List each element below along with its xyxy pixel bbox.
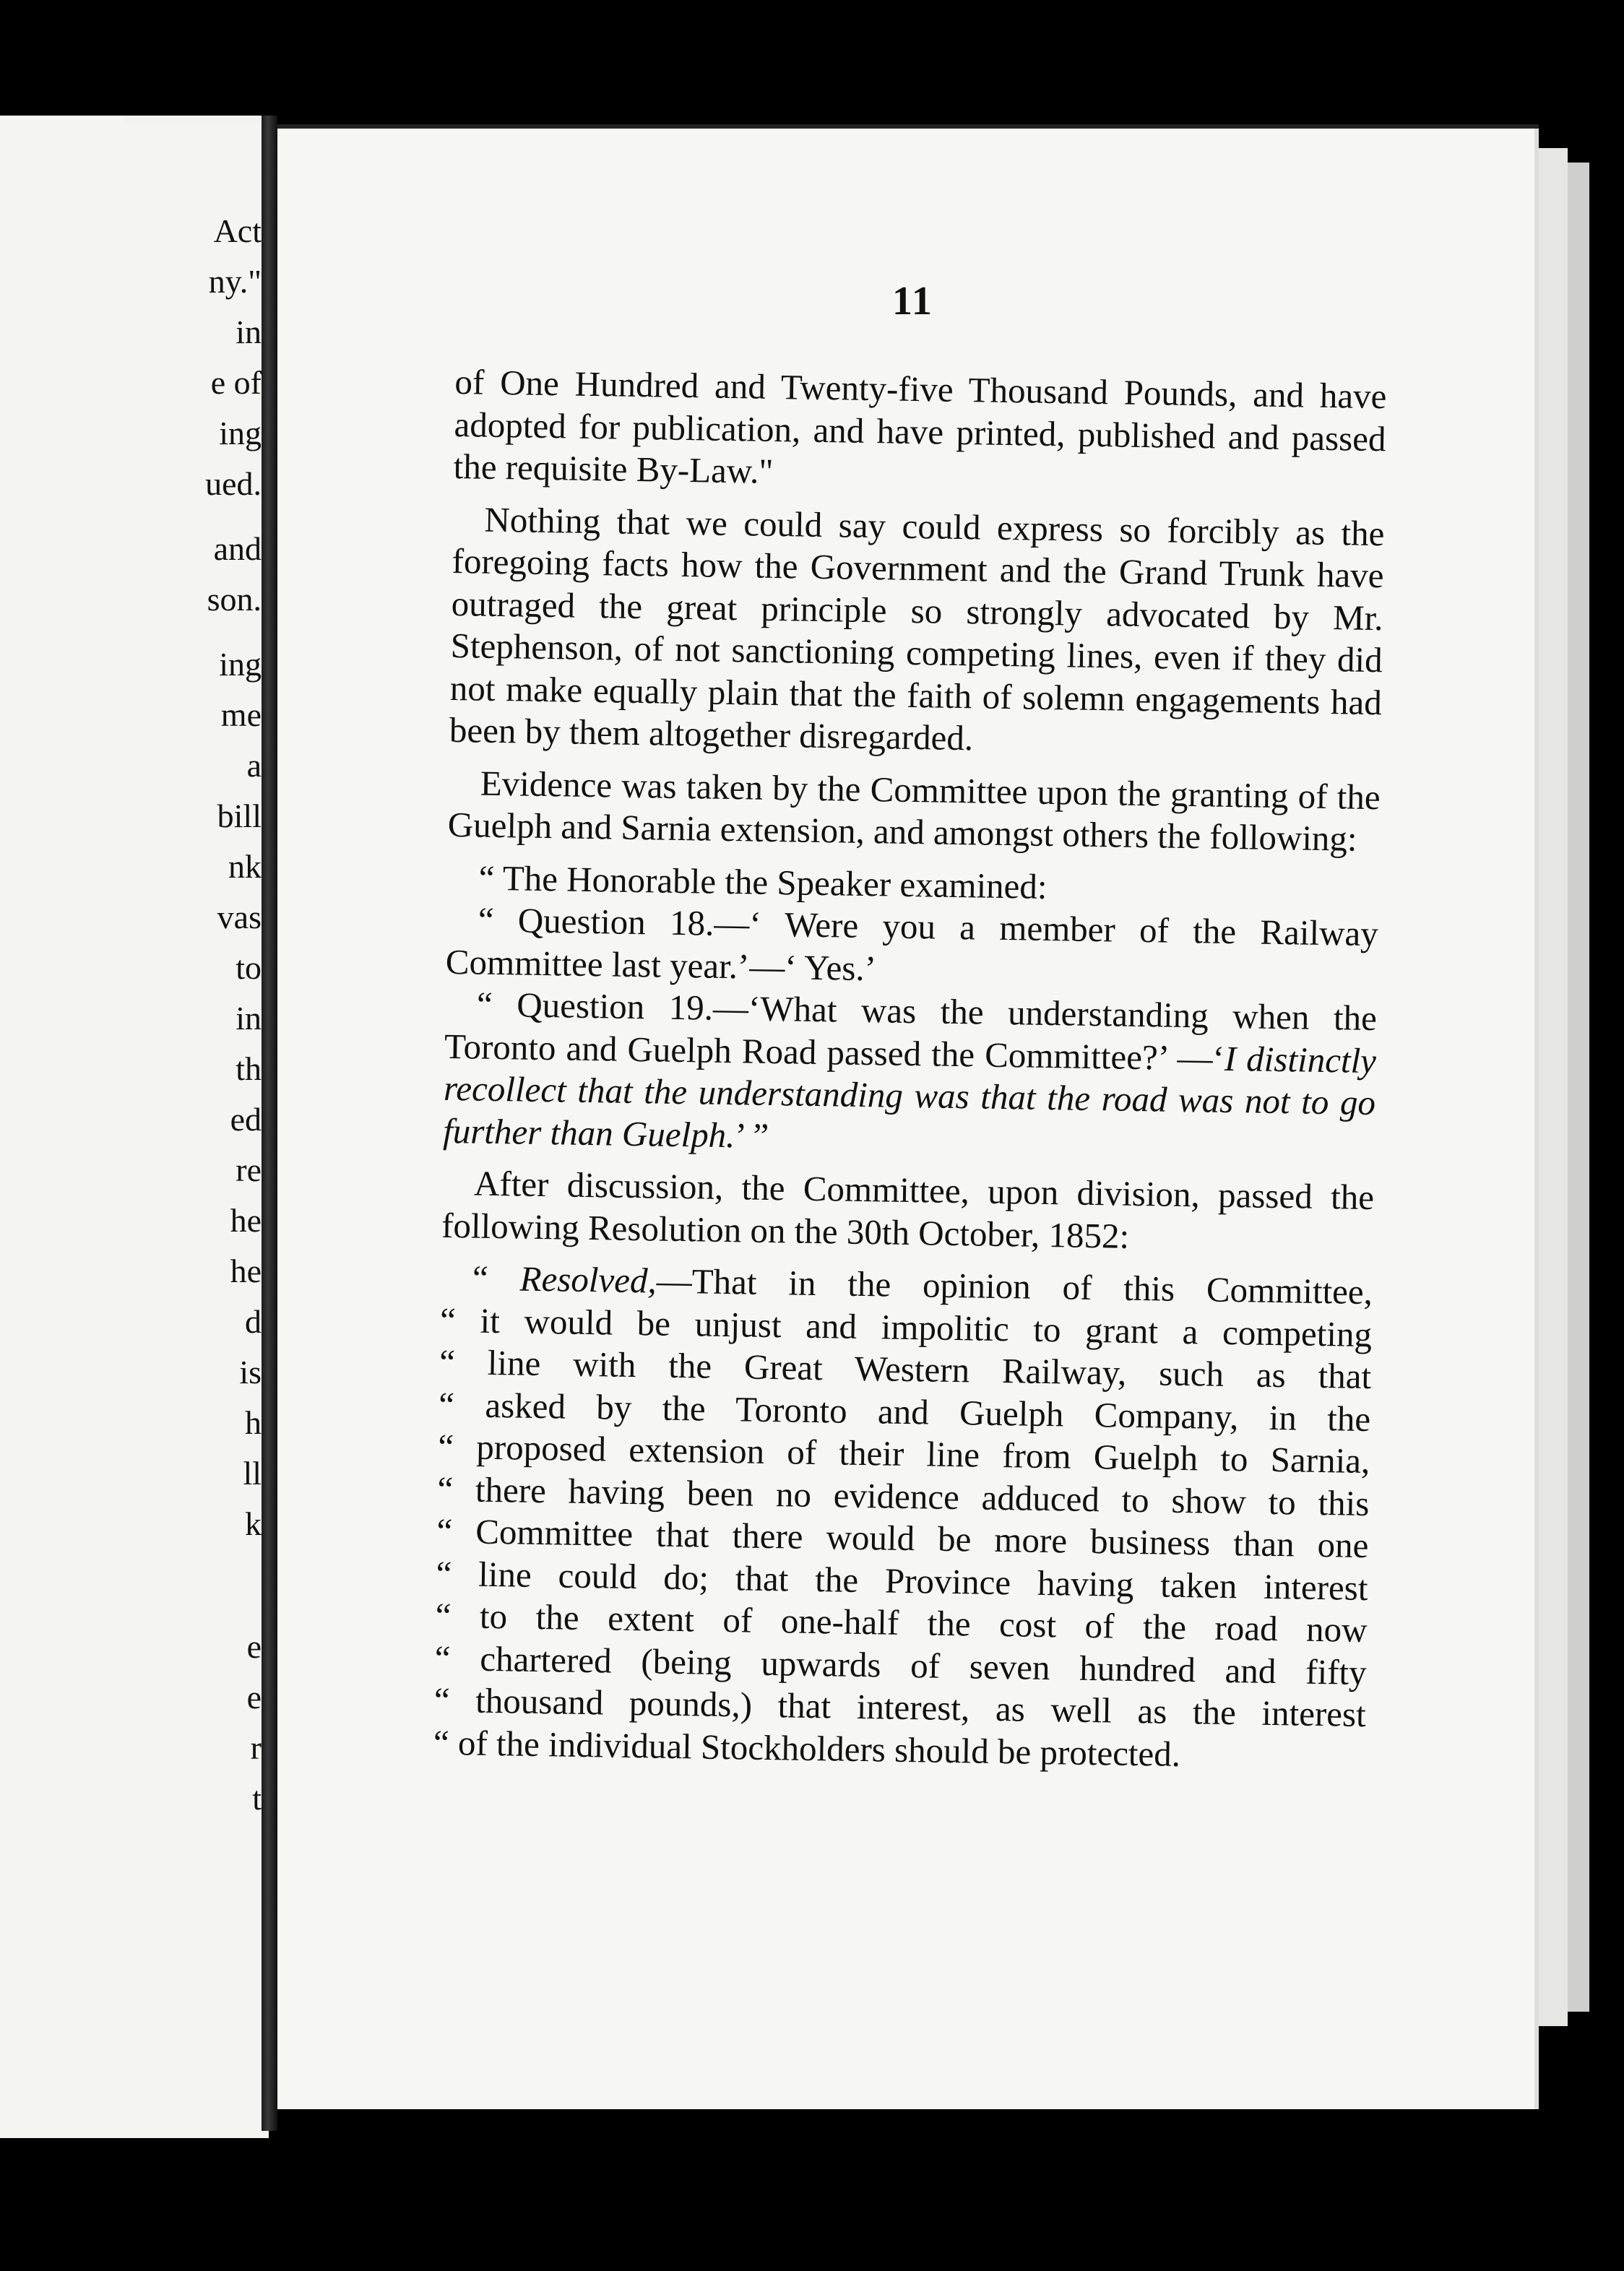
resolution-line: “ it would be unjust and impolitic to grant a competing bbox=[439, 1299, 1373, 1354]
left-page-fragment: k bbox=[245, 1505, 262, 1542]
paragraph-2: Nothing that we could say could express so forcibly as the foregoing facts how the Government and the Grand Trunk have outraged the great principle so strongly advocated by Mr. Stephenson, of not sanctioning competing lines, even if they did not make equally plain that the faith of solemn engagements had been by them altogether disregarded. bbox=[449, 499, 1385, 758]
paragraph-7: After discussion, the Committee, upon division, passed the following Resolution on the 30th October, 1852: bbox=[441, 1163, 1375, 1256]
left-page-fragment: r bbox=[250, 1729, 262, 1766]
left-page-fragment: me bbox=[220, 696, 262, 733]
question-19-answer: I distinctly recollect that the understanding was that the road was not to go further than Guelph. bbox=[442, 1038, 1377, 1155]
left-page-fragment: is bbox=[239, 1354, 262, 1390]
left-page-fragment: ny." bbox=[208, 263, 262, 300]
left-page-fragment: e bbox=[246, 1628, 262, 1665]
left-page-fragment: he bbox=[230, 1202, 262, 1239]
left-page-fragment: e bbox=[246, 1679, 262, 1716]
resolved-word: Resolved, bbox=[519, 1258, 657, 1301]
page-edge-back bbox=[1568, 163, 1589, 2012]
question-19-text: “ Question 19.—‘What was the understanding when the Toronto and Guelph Road passed the Committee?’ —‘ bbox=[444, 984, 1378, 1078]
left-page-fragment: Act bbox=[213, 212, 262, 249]
question-19-close: ’ ” bbox=[735, 1115, 769, 1156]
left-page-fragment: e of bbox=[210, 364, 262, 401]
resolution-line: “ there having been no evidence adduced to show to this bbox=[437, 1468, 1370, 1523]
page-top-rule bbox=[277, 124, 1539, 129]
left-page-fragment: re bbox=[236, 1151, 262, 1188]
left-page bbox=[0, 116, 269, 2138]
paragraph-question-18: “ Question 18.—‘ Were you a member of the Railway Committee last year.’—‘ Yes.’ bbox=[445, 899, 1379, 988]
left-page-fragment: vas bbox=[217, 899, 262, 935]
page-number: 11 bbox=[892, 279, 933, 324]
left-page-fragment: h bbox=[245, 1404, 262, 1441]
left-page-top-strip bbox=[123, 116, 267, 124]
paragraph-3: Evidence was taken by the Committee upon the granting of the Guelph and Sarnia extension, and amongst others the following: bbox=[447, 763, 1381, 859]
resolution-line: “ to the extent of one-half the cost of the road now bbox=[435, 1595, 1368, 1651]
left-page-fragment: ing bbox=[219, 415, 262, 451]
left-page-fragment: in bbox=[236, 1000, 262, 1037]
resolution-line: “ line could do; that the Province having taken interest bbox=[436, 1553, 1368, 1608]
left-page-fragment: ed bbox=[230, 1101, 262, 1138]
resolution-line: “ chartered (being upwards of seven hundred and fifty bbox=[434, 1638, 1368, 1692]
left-page-fragment: ing bbox=[219, 646, 262, 683]
resolution-line: “ Resolved,—That in the opinion of this Committee, bbox=[472, 1258, 1373, 1312]
resolution-line: “ thousand pounds,) that interest, as well as the interest bbox=[433, 1679, 1367, 1735]
left-page-fragment: bill bbox=[217, 797, 262, 834]
paragraph-speaker: “ The Honorable the Speaker examined: bbox=[478, 857, 1048, 907]
left-page-fragment: and bbox=[213, 530, 262, 567]
book-binding bbox=[262, 116, 277, 2131]
left-page-fragment: a bbox=[246, 747, 262, 784]
left-page-fragment: son. bbox=[207, 581, 262, 618]
left-page-fragment: d bbox=[245, 1303, 262, 1340]
page-text bbox=[433, 361, 1386, 1778]
left-page-fragment: th bbox=[236, 1050, 262, 1087]
left-page-fragment: in bbox=[236, 313, 262, 350]
resolution-line: “ asked by the Toronto and Guelph Company, in the bbox=[438, 1384, 1371, 1439]
paragraph-1: of One Hundred and Twenty-five Thousand Pounds, and have adopted for publication, and have printed, published and passed the requisite By-Law." bbox=[453, 361, 1387, 491]
left-page-fragment: ued. bbox=[205, 465, 262, 502]
resolution-text bbox=[433, 1257, 1373, 1778]
left-page-fragment: t bbox=[252, 1780, 262, 1817]
resolution-line: “ line with the Great Western Railway, such as that bbox=[439, 1341, 1372, 1397]
left-page-fragment: nk bbox=[228, 848, 262, 885]
left-page-fragment: to bbox=[236, 949, 262, 986]
page-edge bbox=[1539, 148, 1568, 2026]
resolution-line: “ Committee that there would be more business than one bbox=[436, 1510, 1369, 1566]
resolution-line: “ of the individual Stockholders should be protected. bbox=[433, 1722, 1181, 1774]
paragraph-question-19 bbox=[443, 983, 1378, 1167]
left-page-fragment: ll bbox=[243, 1455, 262, 1492]
resolution-line: “ proposed extension of their line from Guelph to Sarnia, bbox=[437, 1426, 1370, 1481]
left-page-fragment: he bbox=[230, 1253, 262, 1289]
